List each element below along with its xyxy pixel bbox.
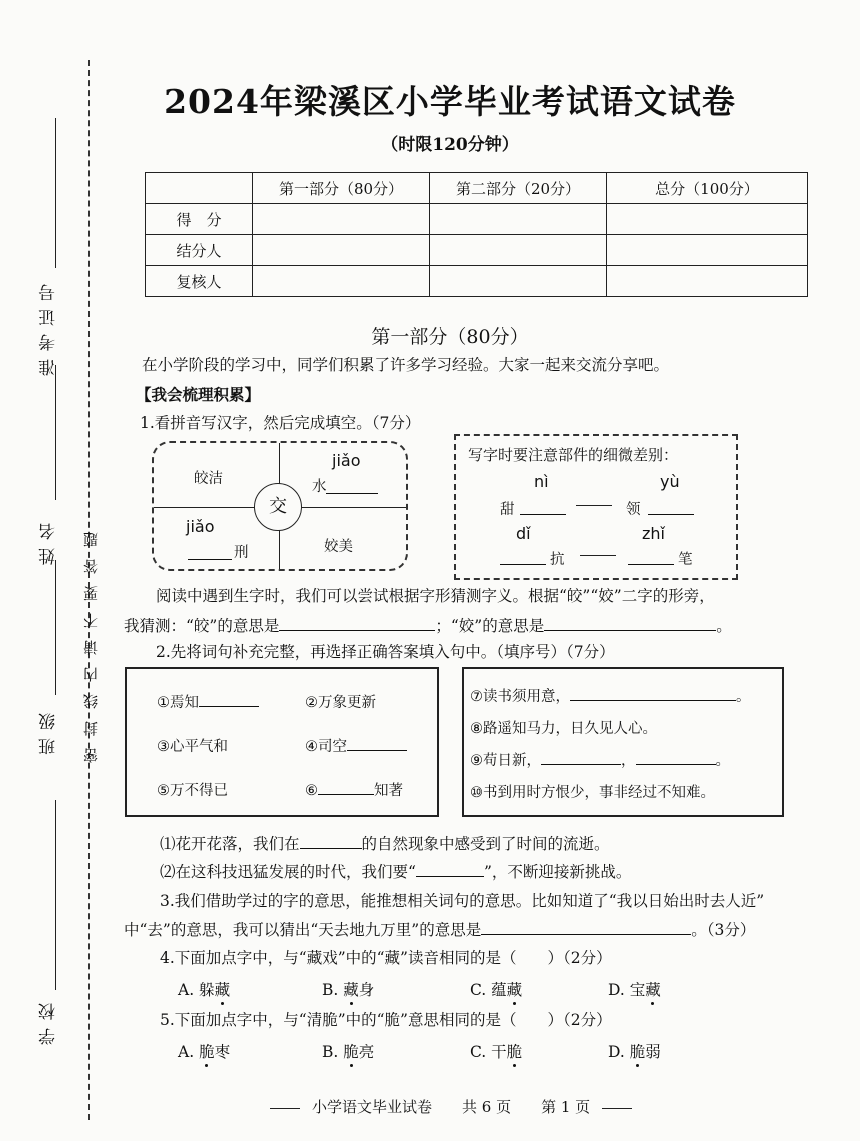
q1-blank-jiao-meaning[interactable] (279, 615, 435, 632)
diagram-top-right-prefix: 水 (312, 479, 327, 495)
q1-reading-a: 我猜测：“皎”的意思是 (124, 617, 280, 635)
character-diagram (152, 441, 408, 571)
writing-note-box (454, 434, 738, 580)
q5-option-a[interactable]: A. 脆枣 (178, 1043, 231, 1061)
note-word-tian: 甜 (500, 502, 515, 518)
q1-blank-jiao2-meaning[interactable] (544, 615, 716, 632)
table-row (146, 204, 808, 235)
idiom-item-4: ④司空 (305, 735, 407, 756)
time-limit: （时限120分钟） (381, 135, 519, 155)
score-table-corner (146, 173, 253, 204)
q4-option-c[interactable]: C. 蕴藏 (470, 981, 523, 999)
exam-id-label: 准考证号 (39, 276, 59, 376)
saying-blank-9b[interactable] (636, 750, 716, 766)
note-title: 写字时要注意部件的细微差别： (468, 446, 679, 464)
score-col-part1: 第一部分（80分） (253, 173, 430, 204)
note-word-ling: 领 (626, 502, 641, 518)
score-col-total: 总分（100分） (607, 173, 808, 204)
q4-option-b[interactable]: B. 藏身 (322, 981, 375, 999)
table-row (146, 235, 808, 266)
q5-option-d[interactable]: D. 脆弱 (608, 1043, 661, 1061)
q4-stem: 4.下面加点字中，与“藏戏”中的“藏”读音相同的是（ ）（2分） (160, 949, 612, 967)
diagram-bottom-left-blank[interactable] (188, 543, 232, 560)
note-word-kang: 抗 (550, 552, 565, 568)
idiom-item-6: ⑥ 知著 (305, 779, 403, 800)
seal-notice: 密封线内请不要答题 (82, 520, 100, 763)
name-label: 姓名 (39, 515, 59, 565)
footer-text: 小学语文毕业试卷 共 6 页 第 1 页 (312, 1098, 591, 1116)
note-blank-4[interactable] (628, 548, 674, 565)
q2-sub1: ⑴花开花落，我们在 的自然现象中感受到了时间的流逝。 (160, 832, 610, 854)
score-cell[interactable] (607, 204, 808, 235)
footer-dash-left (270, 1108, 300, 1109)
idiom-blank-4[interactable] (347, 736, 407, 752)
q4-option-d[interactable]: D. 宝藏 (608, 981, 661, 999)
saying-box (462, 667, 784, 817)
q3-blank[interactable] (481, 919, 691, 936)
note-dash-2 (580, 555, 616, 556)
score-col-part2: 第二部分（20分） (430, 173, 607, 204)
q2-sub1-blank[interactable] (300, 833, 362, 850)
score-table (145, 172, 808, 297)
scorer-cell[interactable] (430, 235, 607, 266)
saying-item-8: ⑧路遥知马力，日久见人心。 (470, 721, 657, 737)
page-title: 2024年梁溪区小学毕业考试语文试卷 (164, 82, 736, 121)
idiom-box (125, 667, 439, 817)
reviewer-cell[interactable] (607, 266, 808, 297)
saying-blank-7[interactable] (570, 686, 736, 702)
q3-line2: 中“去”的意思，我可以猜出“天去地九万里”的意思是 。（3分） (124, 918, 755, 940)
score-cell[interactable] (430, 204, 607, 235)
diagram-bottom-left-suffix: 刑 (234, 545, 249, 561)
note-dash-1 (576, 505, 612, 506)
diagram-bottom-right: 姣美 (324, 539, 353, 555)
footer-dash-right (602, 1108, 632, 1109)
note-pinyin-yu: yù (660, 472, 680, 491)
row-label-score: 得 分 (146, 204, 253, 235)
q4-option-a[interactable]: A. 躲藏 (178, 981, 231, 999)
diagram-top-right-blank[interactable] (326, 477, 378, 494)
class-line (55, 800, 56, 990)
q5-stem: 5.下面加点字中，与“清脆”中的“脆”意思相同的是（ ）（2分） (160, 1011, 612, 1029)
table-row (146, 266, 808, 297)
scorer-cell[interactable] (607, 235, 808, 266)
idiom-item-3: ③心平气和 (157, 739, 228, 755)
part1-title: 第一部分（80分） (371, 326, 529, 348)
idiom-blank-1[interactable] (199, 692, 259, 708)
diagram-top-right-pinyin: jiǎo (332, 451, 361, 470)
scorer-cell[interactable] (253, 235, 430, 266)
saying-blank-9a[interactable] (541, 750, 621, 766)
section-heading: 【我会梳理积累】 (136, 385, 261, 404)
note-blank-1[interactable] (520, 498, 566, 515)
saying-item-7: ⑦读书须用意， 。 (470, 685, 751, 706)
row-label-reviewer: 复核人 (146, 266, 253, 297)
part1-intro: 在小学阶段的学习中，同学们积累了许多学习经验。大家一起来交流分享吧。 (142, 356, 670, 374)
note-pinyin-zhi: zhǐ (642, 524, 665, 543)
note-blank-2[interactable] (648, 498, 694, 515)
idiom-item-5: ⑤万不得已 (157, 783, 228, 799)
q5-option-c[interactable]: C. 干脆 (470, 1043, 523, 1061)
note-pinyin-ni: nì (534, 472, 549, 491)
name-line (55, 560, 56, 695)
q2-sub2-blank[interactable] (416, 861, 484, 878)
q1-reading-line1: 阅读中遇到生字时，我们可以尝试根据字形猜测字义。根据“皎”“姣”二字的形旁， (156, 587, 715, 605)
note-blank-3[interactable] (500, 548, 546, 565)
reviewer-cell[interactable] (253, 266, 430, 297)
school-label: 学校 (39, 995, 59, 1045)
q1-reading-c: 。 (716, 617, 732, 635)
row-label-scorer: 结分人 (146, 235, 253, 266)
idiom-blank-6[interactable] (318, 780, 374, 796)
reviewer-cell[interactable] (430, 266, 607, 297)
q1-reading-line2 (124, 614, 732, 636)
diagram-bottom-left-pinyin: jiǎo (186, 517, 215, 536)
note-pinyin-di: dǐ (516, 524, 531, 543)
class-label: 班级 (39, 705, 59, 755)
diagram-top-left: 皎洁 (194, 471, 223, 487)
q1-stem: 1.看拼音写汉字，然后完成填空。（7分） (140, 414, 421, 432)
diagram-center: 交 (254, 483, 302, 531)
idiom-item-2: ②万象更新 (305, 695, 376, 711)
exam-id-line-2 (55, 365, 56, 500)
score-table-header (146, 173, 808, 204)
saying-item-9: ⑨苟日新， ， 。 (470, 749, 730, 770)
q2-sub2: ⑵在这科技迅猛发展的时代，我们要“ ”，不断迎接新挑战。 (160, 860, 631, 882)
q2-stem: 2.先将词句补充完整，再选择正确答案填入句中。（填序号）（7分） (156, 643, 615, 661)
q1-reading-b: ；“姣”的意思是 (435, 617, 545, 635)
q5-option-b[interactable]: B. 脆亮 (322, 1043, 375, 1061)
note-word-bi: 笔 (678, 552, 693, 568)
saying-item-10: ⑩书到用时方恨少，事非经过不知难。 (470, 785, 715, 801)
q3-line1: 3.我们借助学过的字的意思，能推想相关词句的意思。比如知道了“我以日始出时去人近” (160, 892, 765, 910)
idiom-item-1: ①焉知 (157, 691, 259, 712)
score-cell[interactable] (253, 204, 430, 235)
page-footer (270, 1096, 632, 1117)
